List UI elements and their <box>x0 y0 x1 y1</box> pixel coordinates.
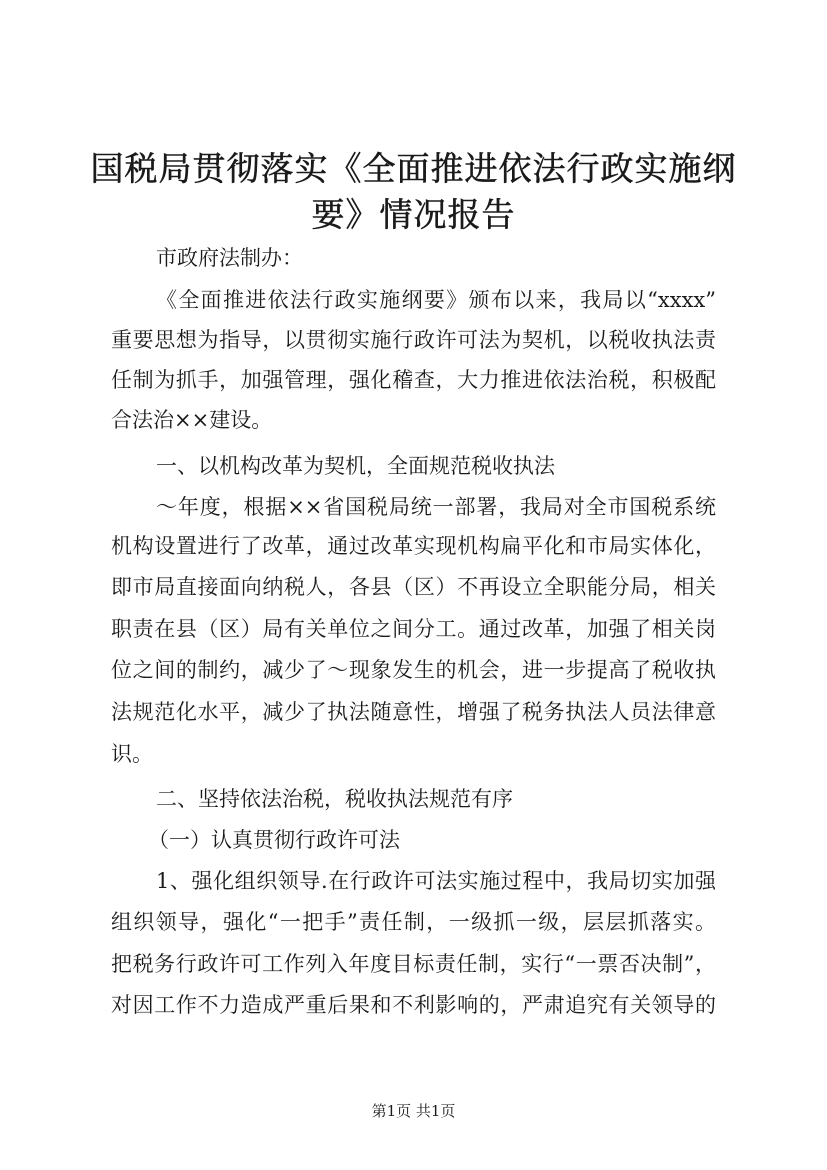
paragraph-2-line-5: 位之间的制约，减少了～现象发生的机会，进一步提高了税收执 <box>111 658 716 682</box>
subsection-heading-1: （一）认真贯彻行政许可法 <box>148 828 400 852</box>
paragraph-1-line-3: 任制为抓手，加强管理，强化稽查，大力推进依法治税，积极配 <box>111 368 716 392</box>
paragraph-2-line-6: 法规范化水平，减少了执法随意性，增强了税务执法人员法律意 <box>111 700 716 724</box>
paragraph-2-line-4: 职责在县（区）局有关单位之间分工。通过改革，加强了相关岗 <box>111 617 716 641</box>
paragraph-1-line-4: 合法治××建设。 <box>111 408 273 432</box>
paragraph-1-line-1: 《全面推进依法行政实施纲要》颁布以来，我局以“xxxx” <box>156 288 716 312</box>
paragraph-3-line-3: 把税务行政许可工作列入年度目标责任制，实行“一票否决制”， <box>111 952 716 976</box>
page-footer: 第1页 共1页 <box>371 1102 456 1120</box>
paragraph-3-line-1: 1、强化组织领导.在行政许可法实施过程中，我局切实加强 <box>156 869 716 893</box>
document-title-line-1: 国税局贯彻落实《全面推进依法行政实施纲 <box>90 149 737 188</box>
paragraph-2-line-1: ～年度，根据××省国税局统一部署，我局对全市国税系统 <box>156 495 716 519</box>
section-heading-1: 一、以机构改革为契机，全面规范税收执法 <box>156 454 555 478</box>
document-title-line-2: 要》情况报告 <box>311 195 516 234</box>
salutation: 市政府法制办： <box>156 246 303 270</box>
paragraph-2-line-7: 识。 <box>111 742 153 766</box>
section-heading-2: 二、坚持依法治税，税收执法规范有序 <box>156 787 513 811</box>
paragraph-3-line-2: 组织领导，强化“一把手”责任制，一级抓一级，层层抓落实。 <box>111 910 716 934</box>
paragraph-2-line-3: 即市局直接面向纳税人，各县（区）不再设立全职能分局，相关 <box>111 575 716 599</box>
paragraph-1-line-2: 重要思想为指导，以贯彻实施行政许可法为契机，以税收执法责 <box>111 328 716 352</box>
paragraph-3-line-4: 对因工作不力造成严重后果和不利影响的，严肃追究有关领导的 <box>111 993 716 1017</box>
paragraph-2-line-2: 机构设置进行了改革，通过改革实现机构扁平化和市局实体化， <box>111 534 716 558</box>
